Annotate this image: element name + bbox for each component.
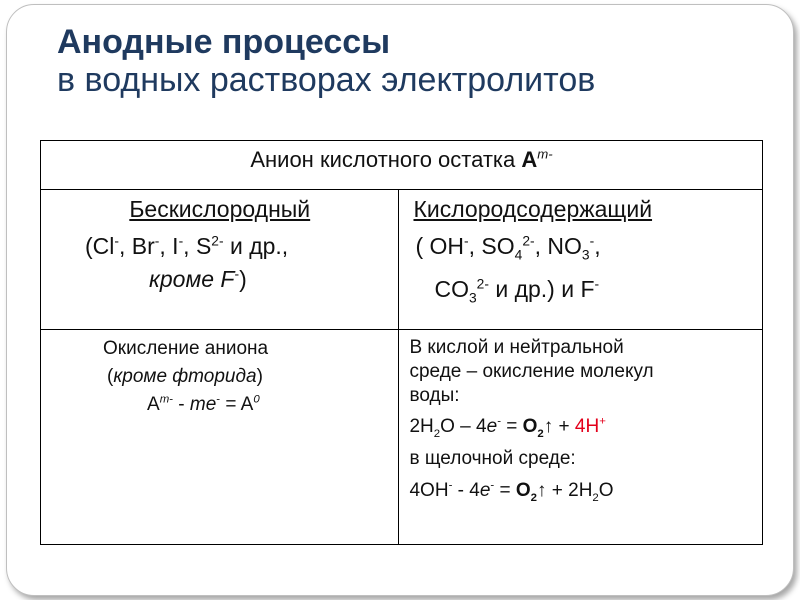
note-text: кроме фторида	[113, 366, 257, 387]
oxygen-containing-examples-1	[399, 223, 762, 263]
acid-eq-electron-charge: -	[497, 415, 501, 428]
desc-line-3: воды:	[409, 385, 460, 406]
except-charge: -	[234, 266, 240, 282]
eq-electron-charge: -	[216, 393, 221, 406]
oxygen-free-heading: Бескислородный	[129, 196, 311, 222]
eq-anion: A	[147, 394, 160, 415]
ion-i-charge: -	[178, 233, 184, 249]
acid-eq-proton-charge: +	[599, 415, 606, 428]
oxygen-free-exception	[41, 260, 398, 293]
alk-eq-oxygen: O	[515, 480, 531, 501]
acid-eq-electron: e	[486, 416, 498, 437]
alk-eq-equals: =	[494, 480, 516, 501]
ion-f: и др.) и F	[488, 276, 595, 302]
acid-eq-equals: =	[500, 416, 523, 437]
ion-oh: ( OH	[415, 233, 465, 259]
anion-oxidation-equation	[41, 388, 398, 416]
anion-oxidation-title: Окисление аниона	[103, 338, 269, 359]
water-oxidation-cell	[399, 330, 763, 545]
alk-eq-oxygen-index: 2	[530, 491, 537, 504]
title-line-1: Анодные процессы	[57, 23, 391, 61]
ion-s: , S	[183, 233, 212, 259]
alk-eq-hydroxide: 4OH	[409, 480, 449, 501]
page-title	[57, 23, 595, 99]
header-text: Анион кислотного остатка	[250, 147, 522, 172]
ion-oh-charge: -	[464, 233, 469, 249]
desc-line-2: среде – окисление молекул	[409, 361, 654, 382]
alk-eq-hydroxide-charge: -	[448, 479, 453, 492]
note-open: (	[107, 366, 114, 387]
alk-eq-minus: - 4	[452, 480, 480, 501]
acid-eq-arrow: ↑ +	[543, 416, 575, 437]
ion-s-charge: 2-	[211, 233, 224, 249]
alkaline-label: в щелочной среде:	[409, 448, 576, 469]
ion-no: , NO	[534, 233, 582, 259]
acid-eq-water: 2H	[409, 416, 434, 437]
oxygen-free-cell	[41, 190, 399, 330]
ion-so-charge: 2-	[522, 233, 535, 249]
oxygen-containing-heading: Кислородсодержащий	[413, 196, 653, 222]
ion-f-charge: -	[594, 276, 600, 292]
eq-product: = A	[220, 394, 254, 415]
except-close: )	[239, 266, 247, 292]
ion-cl: (Cl	[85, 233, 115, 259]
oxygen-free-examples	[41, 223, 398, 260]
alk-eq-electron-charge: -	[490, 479, 495, 492]
ion-so-index: 4	[514, 247, 523, 263]
acid-eq-water-index: 2	[433, 427, 441, 440]
ion-i: , I	[159, 233, 179, 259]
ion-no-charge: -	[589, 233, 595, 249]
ion-cl-charge: -	[114, 233, 119, 249]
alk-eq-electron: e	[479, 480, 491, 501]
alkaline-equation	[399, 470, 762, 502]
eq-minus: -	[172, 394, 190, 415]
anode-process-table	[40, 140, 763, 545]
water-oxidation-description	[399, 330, 762, 408]
except-text: кроме F	[149, 266, 235, 292]
acid-eq-protons: 4H	[574, 416, 600, 437]
header-charge: m-	[537, 146, 553, 162]
eq-electrons: me	[189, 394, 217, 415]
ion-br-charge: -	[154, 233, 160, 249]
oxygen-containing-cell	[399, 190, 763, 330]
eq-product-charge: 0	[253, 393, 260, 406]
header-symbol: A	[521, 147, 538, 172]
eq-anion-charge: m-	[159, 393, 173, 406]
acid-eq-oxygen-index: 2	[537, 427, 544, 440]
table-header	[41, 141, 763, 190]
note-close: )	[256, 366, 263, 387]
anion-oxidation-cell	[41, 330, 399, 545]
oxygen-containing-examples-2	[399, 260, 762, 306]
ion-co: CO	[434, 276, 469, 302]
ion-co-index: 3	[468, 290, 477, 306]
ion-list-comma: ,	[594, 233, 601, 259]
anion-oxidation-note	[41, 360, 398, 388]
ion-etc: и др.,	[223, 233, 289, 259]
ion-no-index: 3	[581, 247, 590, 263]
alk-eq-water-index: 2	[592, 491, 599, 504]
alk-eq-arrow: ↑ + 2H	[536, 480, 593, 501]
alk-eq-water-end: O	[598, 480, 614, 501]
acid-eq-oxygen: O	[522, 416, 538, 437]
acid-equation	[399, 408, 762, 438]
ion-so: , SO	[468, 233, 515, 259]
title-line-2: в водных растворах электролитов	[57, 61, 596, 100]
desc-line-1: В кислой и нейтральной	[409, 337, 624, 358]
ion-br: , Br	[119, 233, 155, 259]
acid-eq-minus: O – 4	[440, 416, 487, 437]
ion-co-charge: 2-	[476, 276, 489, 292]
